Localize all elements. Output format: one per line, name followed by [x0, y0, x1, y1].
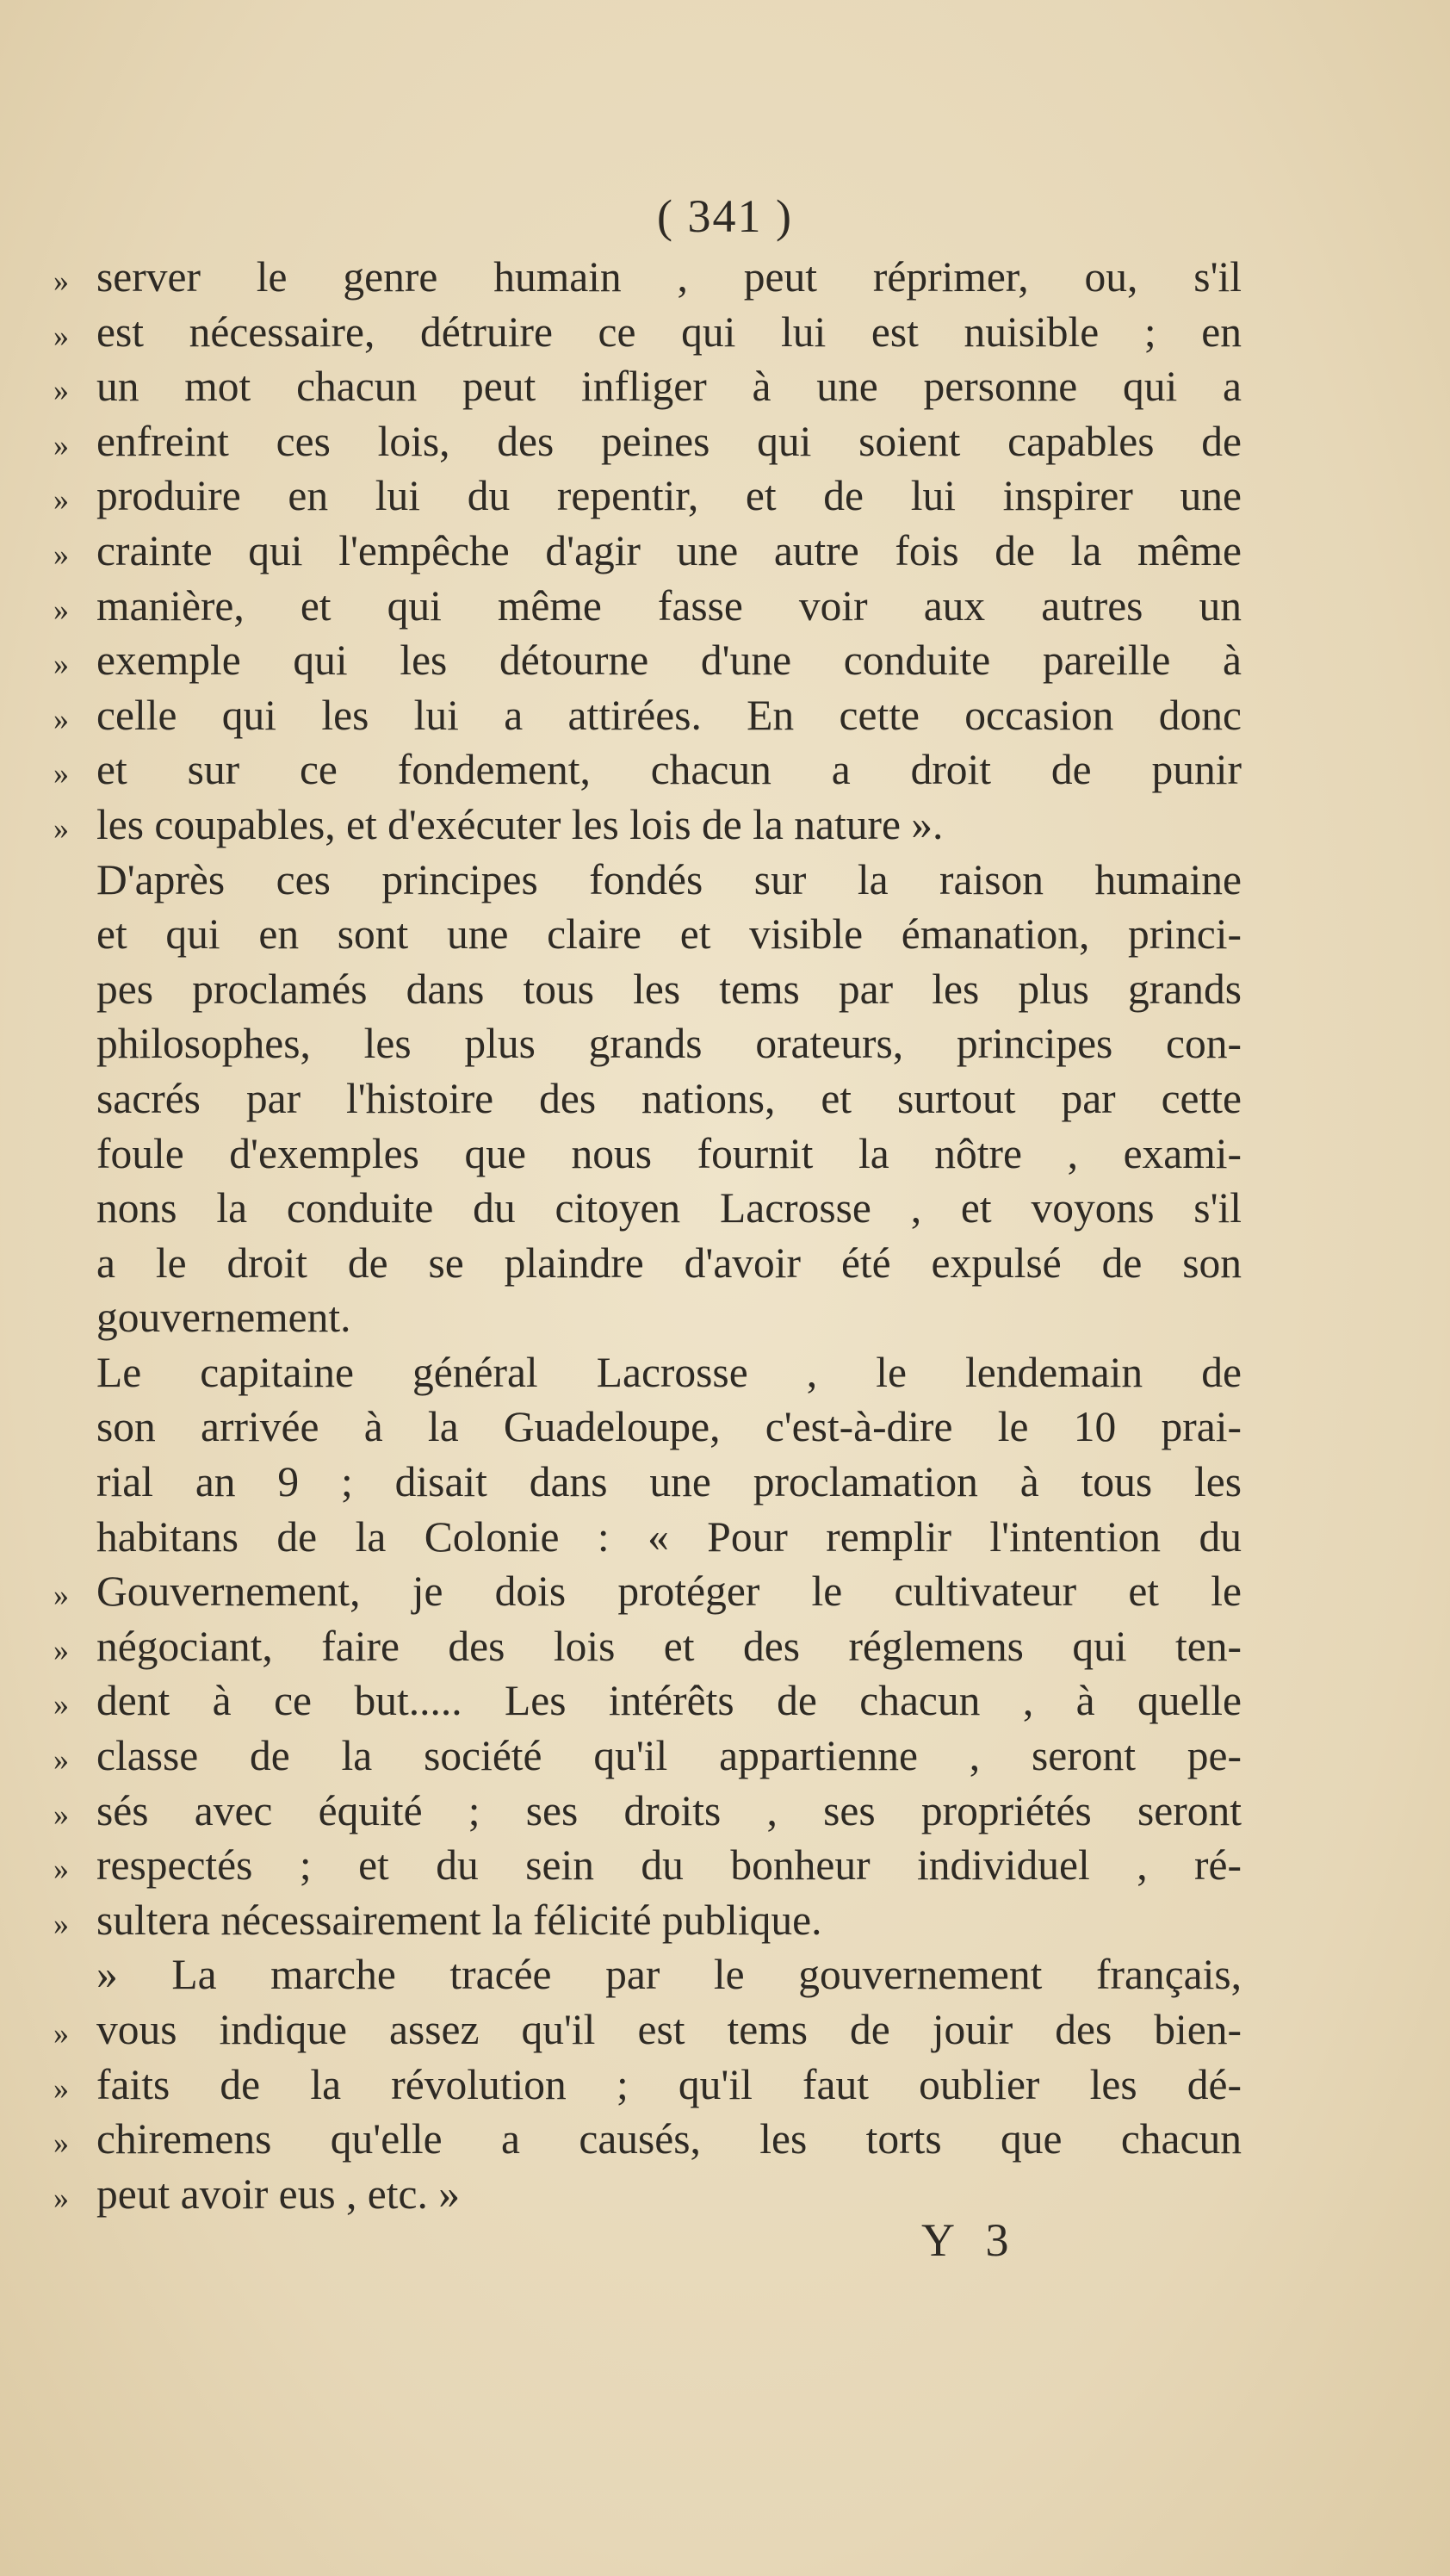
text-line [53, 2002, 1242, 2058]
text-line [53, 1455, 1242, 1510]
quote-mark: » [53, 537, 69, 572]
line-text: exemple qui les détourne d'une conduite pareille à [96, 636, 1242, 685]
line-text: sultera nécessairement la félicité publique. [96, 1896, 822, 1944]
quote-mark: » [53, 427, 69, 462]
quote-mark: » [53, 1797, 69, 1832]
line-text: dent à ce but..... Les intérêts de chacun , à quelle [96, 1677, 1242, 1725]
text-line [53, 305, 1242, 360]
line-text: produire en lui du repentir, et de lui inspirer une [96, 472, 1242, 520]
body-text [53, 250, 1242, 2221]
page-number: ( 341 ) [657, 190, 793, 242]
text-line [53, 524, 1242, 579]
text-line [53, 1400, 1242, 1455]
line-text: sacrés par l'histoire des nations, et surtout par cette [96, 1074, 1242, 1122]
line-text: Le capitaine général Lacrosse , le lendemain de [96, 1348, 1242, 1396]
text-line [53, 469, 1242, 524]
line-text: Gouvernement, je dois protéger le cultivateur et le [96, 1567, 1242, 1616]
line-text: nons la conduite du citoyen Lacrosse , et voyons s'il [96, 1184, 1242, 1232]
quote-mark: » [53, 2016, 69, 2051]
text-line [53, 1619, 1242, 1674]
line-text: est nécessaire, détruire ce qui lui est nuisible ; en [96, 307, 1242, 356]
quote-mark: » [53, 264, 69, 298]
text-line [53, 1673, 1242, 1729]
text-line [53, 1071, 1242, 1127]
line-text: les coupables, et d'exécuter les lois de la nature ». [96, 800, 944, 848]
text-line [53, 798, 1242, 853]
line-text: foule d'exemples que nous fournit la nôtre , exami- [96, 1129, 1242, 1177]
line-text: peut avoir eus , etc. » [96, 2169, 460, 2218]
line-text: son arrivée à la Guadeloupe, c'est-à-dire le 10 prai- [96, 1403, 1242, 1451]
quote-mark: » [53, 318, 69, 353]
quote-mark: » [53, 1852, 69, 1887]
quote-mark: » [53, 810, 69, 846]
line-text: vous indique assez qu'il est tems de jouir des bien- [96, 2006, 1242, 2053]
quote-mark: » [53, 1906, 69, 1941]
line-text: gouvernement. [96, 1294, 351, 1342]
line-text: un mot chacun peut infliger à une personne qui a [96, 363, 1242, 411]
line-text: crainte qui l'empêche d'agir une autre fois de la même [96, 526, 1242, 574]
line-text: faits de la révolution ; qu'il faut oublier les dé- [96, 2060, 1242, 2108]
text-line [53, 2112, 1242, 2167]
text-line [53, 853, 1242, 908]
text-line [53, 2058, 1242, 2113]
text-line [53, 1729, 1242, 1784]
text-line [53, 359, 1242, 414]
line-text: pes proclamés dans tous les tems par les plus grands [96, 965, 1242, 1013]
quote-mark: » [53, 2126, 69, 2161]
quote-mark: » [53, 1687, 69, 1723]
text-line [53, 250, 1242, 305]
text-line [53, 1510, 1242, 1565]
line-text: manière, et qui même fasse voir aux autres un [96, 581, 1242, 630]
line-text: philosophes, les plus grands orateurs, principes con- [96, 1020, 1242, 1068]
text-line [53, 1016, 1242, 1071]
text-line [53, 1127, 1242, 1182]
quote-mark: » [53, 756, 69, 791]
quote-mark: » [53, 1742, 69, 1778]
text-line [53, 1893, 1242, 1948]
signature-mark: Y 3 [921, 2214, 1019, 2266]
line-text: et sur ce fondement, chacun a droit de punir [96, 746, 1242, 794]
quote-mark: » [53, 1632, 69, 1667]
line-text: » La marche tracée par le gouvernement français, [96, 1951, 1242, 1999]
quote-mark: » [53, 482, 69, 518]
quote-mark: » [53, 647, 69, 682]
text-line [53, 414, 1242, 469]
line-text: a le droit de se plaindre d'avoir été expulsé de son [96, 1238, 1242, 1287]
text-line [53, 579, 1242, 634]
line-text: et qui en sont une claire et visible émanation, princi- [96, 910, 1242, 959]
line-text: server le genre humain , peut réprimer, ou, s'il [96, 253, 1242, 301]
line-text: sés avec équité ; ses droits , ses propriétés seront [96, 1786, 1242, 1834]
text-line [53, 962, 1242, 1017]
text-line [53, 907, 1242, 962]
line-text: respectés ; et du sein du bonheur individuel , ré- [96, 1841, 1242, 1890]
quote-mark: » [53, 592, 69, 627]
line-text: rial an 9 ; disait dans une proclamation à tous les [96, 1458, 1242, 1506]
text-line [53, 1947, 1242, 2002]
text-line [53, 1181, 1242, 1236]
text-line [53, 1838, 1242, 1893]
line-text: D'après ces principes fondés sur la raison humaine [96, 855, 1242, 903]
quote-mark: » [53, 701, 69, 736]
text-line [53, 1564, 1242, 1619]
line-text: celle qui les lui a attirées. En cette occasion donc [96, 691, 1242, 739]
line-text: négociant, faire des lois et des réglemens qui ten- [96, 1622, 1242, 1670]
text-line [53, 688, 1242, 743]
text-line [53, 1784, 1242, 1839]
line-text: enfreint ces lois, des peines qui soient capables de [96, 417, 1242, 465]
text-line [53, 1236, 1242, 1291]
quote-mark: » [53, 2070, 69, 2106]
line-text: chiremens qu'elle a causés, les torts que chacun [96, 2115, 1242, 2163]
text-line [53, 633, 1242, 688]
quote-mark: » [53, 1578, 69, 1613]
text-line [53, 742, 1242, 798]
text-line [53, 1290, 1242, 1345]
text-line [53, 2167, 1242, 2222]
line-text: habitans de la Colonie : « Pour remplir l'intention du [96, 1512, 1242, 1561]
text-line [53, 1345, 1242, 1400]
quote-mark: » [53, 2180, 69, 2215]
quote-mark: » [53, 373, 69, 408]
line-text: classe de la société qu'il appartienne , seront pe- [96, 1732, 1242, 1780]
